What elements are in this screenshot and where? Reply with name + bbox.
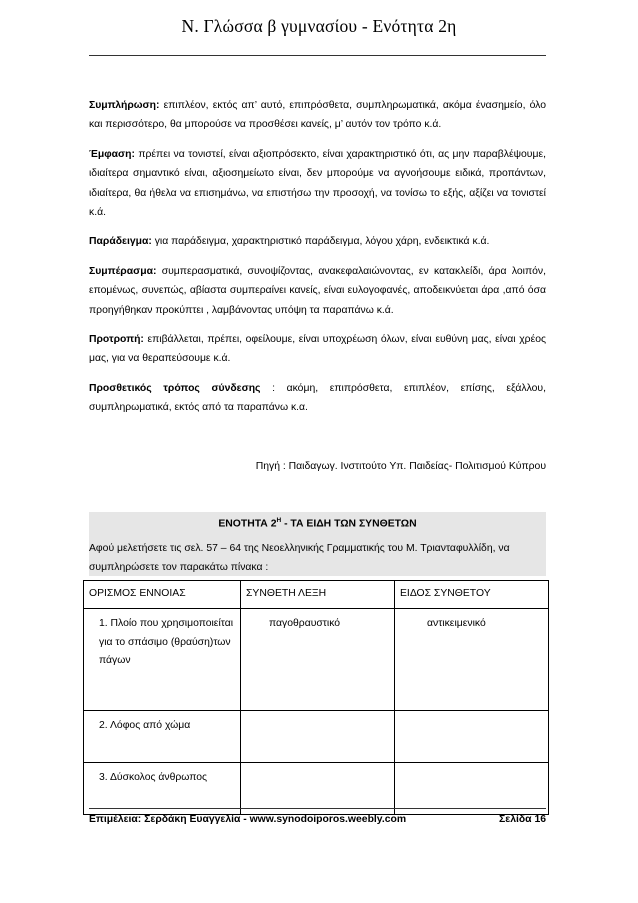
paragraph-conclusion [89, 262, 546, 320]
footer-credits: Επιμέλεια: Σερδάκη Ευαγγελία - www.synodoiporos.weebly.com [89, 814, 407, 825]
source-citation: Πηγή : Παιδαγωγ. Ινστιτούτο Υπ. Παιδείας- Πολιτισμού Κύπρου [255, 461, 546, 472]
term-label: Συμπλήρωση: [89, 100, 160, 111]
heading-prefix: ΕΝΟΤΗΤΑ 2 [218, 518, 277, 530]
term-text: επιβάλλεται, πρέπει, οφείλουμε, είναι υποχρέωση όλων, είναι ευθύνη μας, είναι χρέος μας, για να θεραπεύσουμε κ.ά. [89, 334, 546, 365]
compound-word-cell[interactable]: παγοθραυστικό [241, 609, 395, 711]
paragraph-emphasis [89, 145, 546, 223]
column-header-compound-type: ΕΙΔΟΣ ΣΥΝΘΕΤΟΥ [395, 581, 549, 609]
column-header-compound-word: ΣΥΝΘΕΤΗ ΛΕΞΗ [241, 581, 395, 609]
term-text: συμπερασματικά, συνοψίζοντας, ανακεφαλαιώνοντας, εν κατακλείδι, άρα λοιπόν, επομένως, συνεπώς, αβίαστα συμπεραίνει κανείς, είναι ευλογοφανές, αποδεικνύεται άρα ,από όσα προηγήθηκαν προκύπτει , λαμβάνοντας υπόψη τα παραπάνω κ.ά. [89, 265, 546, 316]
paragraph-completion [89, 96, 546, 135]
assignment-instructions: Αφού μελετήσετε τις σελ. 57 – 64 της Νεοελληνικής Γραμματικής του Μ. Τριανταφυλλίδη, να συμπληρώσετε τον παρακάτω πίνακα : [89, 543, 510, 573]
compound-type-cell[interactable] [395, 711, 549, 763]
term-label: Παράδειγμα: [89, 236, 152, 248]
paragraph-example [89, 232, 546, 251]
term-text: : ακόμη, επιπρόσθετα, επιπλέον, επίσης, εξάλλου, συμπληρωματικά, εκτός από τα παραπάνω κ.α. [89, 382, 546, 414]
table-row [84, 763, 549, 815]
definition-cell: 1. Πλοίο που χρησιμοποιείται για το σπάσιμο (θραύση)των πάγων [84, 609, 241, 711]
header-divider [89, 55, 546, 56]
compound-words-table [83, 580, 549, 815]
table-header-row [84, 581, 549, 609]
connectives-list [89, 96, 546, 428]
term-label: Έμφαση: [89, 148, 135, 160]
term-text: για παράδειγμα, χαρακτηριστικό παράδειγμα, λόγου χάρη, ενδεικτικά κ.ά. [151, 236, 490, 248]
page-header-title: Ν. Γλώσσα β γυμνασίου - Ενότητα 2η [181, 16, 457, 36]
footer-divider [89, 808, 546, 809]
column-header-definition: ΟΡΙΣΜΟΣ ΕΝΝΟΙΑΣ [84, 581, 241, 609]
table-row [84, 609, 549, 711]
compound-type-cell[interactable]: αντικειμενικό [395, 609, 549, 711]
assignment-box [89, 512, 546, 576]
definition-cell: 3. Δύσκολος άνθρωπος [84, 763, 241, 815]
page-number: Σελίδα 16 [499, 814, 546, 825]
heading-suffix: - ΤΑ ΕΙΔΗ ΤΩΝ ΣΥΝΘΕΤΩΝ [281, 518, 417, 530]
paragraph-additive [89, 379, 546, 418]
term-label: Προτροπή: [89, 334, 144, 346]
compound-word-cell[interactable] [241, 711, 395, 763]
paragraph-exhortation [89, 330, 546, 369]
term-label: Προσθετικός τρόπος σύνδεσης [89, 382, 261, 394]
heading-superscript: Η [276, 517, 282, 524]
compound-word-cell[interactable] [241, 763, 395, 815]
compound-type-cell[interactable] [395, 763, 549, 815]
assignment-heading [89, 517, 546, 529]
term-text: επιπλέον, εκτός απ’ αυτό, επιπρόσθετα, συμπληρωματικά, ακόμα ένασημείο, όλο και περισσότερο, θα μπορούσε να προσθέσει κανείς, μ’ αυτόν τον τρόπο κ.ά. [89, 100, 546, 131]
table-row [84, 711, 549, 763]
term-label: Συμπέρασμα: [89, 265, 157, 277]
term-text: πρέπει να τονιστεί, είναι αξιοπρόσεκτο, είναι χαρακτηριστικό ότι, ας μην παραβλέψουμε, ιδιαίτερα σημαντικό είναι, αξιοσημείωτο είναι, δεν μπορούμε να αγνοήσουμε ειδικά, προπάντων, ιδιαίτερα, θα ήθελα να επισημάνω, να επιστήσω την προσοχή, να τονίσω το εξής, αξίζει να τονιστεί κ.ά. [89, 148, 546, 219]
definition-cell: 2. Λόφος από χώμα [84, 711, 241, 763]
